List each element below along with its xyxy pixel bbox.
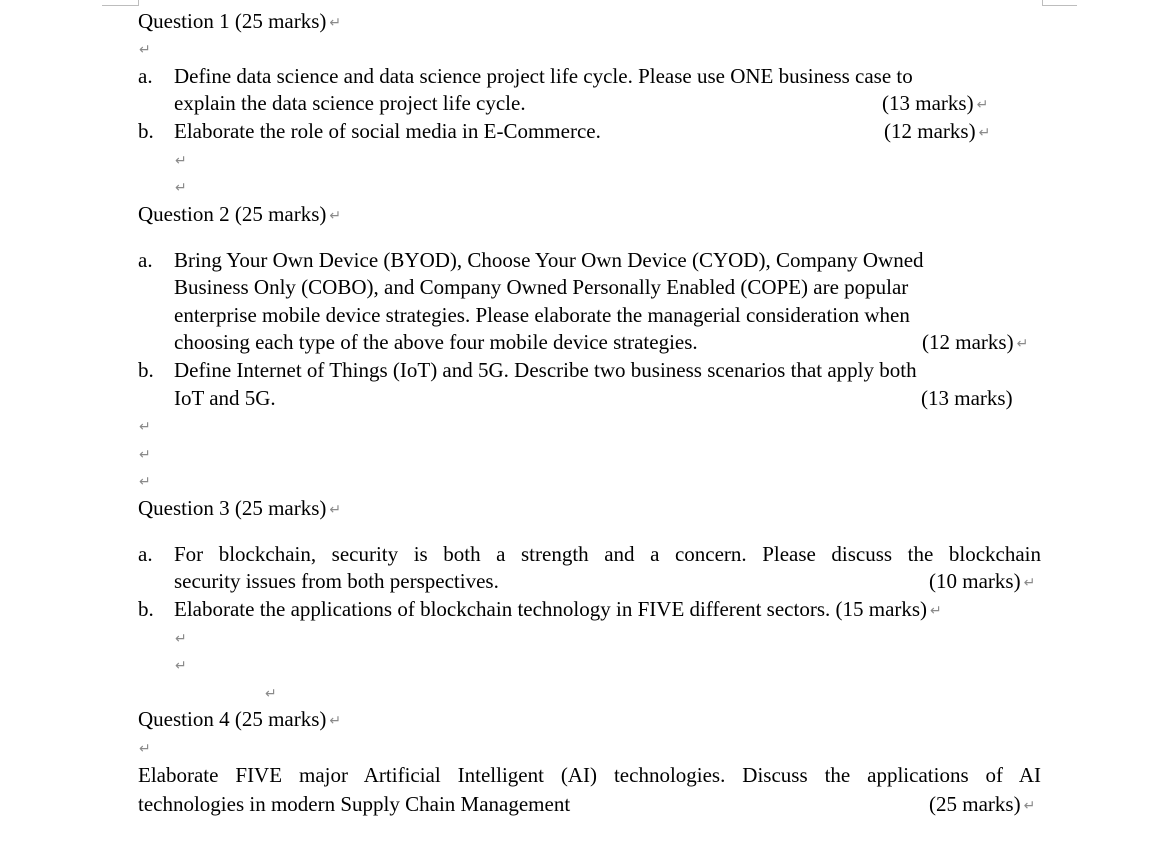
empty-paragraph bbox=[136, 734, 151, 763]
question-2-heading: Question 2 (25 marks) ↵ bbox=[138, 202, 342, 226]
q1-item-a-line1: Define data science and data science project life cycle. Please use ONE business case to bbox=[174, 64, 913, 88]
paragraph-mark-icon: ↵ bbox=[175, 180, 187, 196]
paragraph-mark-icon: ↵ bbox=[139, 42, 151, 58]
crop-mark-left bbox=[102, 0, 139, 6]
question-3-heading: Question 3 (25 marks) ↵ bbox=[138, 496, 342, 520]
q2-item-a-line1: Bring Your Own Device (BYOD), Choose Your Own Device (CYOD), Company Owned bbox=[174, 248, 924, 272]
paragraph-mark-icon: ↵ bbox=[329, 502, 342, 518]
paragraph-mark-icon: ↵ bbox=[139, 741, 151, 757]
empty-paragraph bbox=[172, 651, 187, 680]
q4-line1: Elaborate FIVE major Artificial Intelligent (AI) technologies. Discuss the applications of AI bbox=[138, 763, 1041, 787]
paragraph-mark-icon: ↵ bbox=[175, 153, 187, 169]
q2-item-b-marks: (13 marks) bbox=[921, 386, 1013, 410]
q1-item-b-text: Elaborate the role of social media in E-Commerce. bbox=[174, 119, 601, 143]
q3-item-a-line2: security issues from both perspectives. bbox=[174, 569, 499, 593]
q3-item-a-marks: (10 marks) ↵ bbox=[929, 569, 1036, 593]
paragraph-mark-icon: ↵ bbox=[175, 631, 187, 647]
q2-item-a-marks: (12 marks) ↵ bbox=[922, 330, 1029, 354]
empty-paragraph bbox=[136, 467, 151, 496]
paragraph-mark-icon: ↵ bbox=[265, 686, 277, 702]
empty-paragraph bbox=[172, 146, 187, 175]
q1-item-a-line2: explain the data science project life cycle. bbox=[174, 91, 526, 115]
paragraph-mark-icon: ↵ bbox=[1023, 798, 1036, 814]
q2-item-b-label: b. bbox=[138, 358, 154, 382]
paragraph-mark-icon: ↵ bbox=[329, 713, 342, 729]
paragraph-mark-icon: ↵ bbox=[978, 125, 991, 141]
paragraph-mark-icon: ↵ bbox=[1023, 575, 1036, 591]
q3-item-b-label: b. bbox=[138, 597, 154, 621]
q3-item-a-line1: For blockchain, security is both a strength and a concern. Please discuss the blockchain bbox=[174, 542, 1041, 566]
paragraph-mark-icon: ↵ bbox=[976, 97, 989, 113]
empty-paragraph bbox=[136, 35, 151, 64]
paragraph-mark-icon: ↵ bbox=[329, 208, 342, 224]
q2-item-a-line2: Business Only (COBO), and Company Owned Personally Enabled (COPE) are popular bbox=[174, 275, 909, 299]
paragraph-mark-icon: ↵ bbox=[175, 658, 187, 674]
q2-item-a-line4: choosing each type of the above four mobile device strategies. bbox=[174, 330, 698, 354]
q2-item-a-line3: enterprise mobile device strategies. Please elaborate the managerial consideration when bbox=[174, 303, 910, 327]
q2-item-b-line1: Define Internet of Things (IoT) and 5G. Describe two business scenarios that apply both bbox=[174, 358, 917, 382]
question-4-heading: Question 4 (25 marks) ↵ bbox=[138, 707, 342, 731]
q3-item-a-label: a. bbox=[138, 542, 153, 566]
question-1-heading: Question 1 (25 marks) ↵ bbox=[138, 9, 342, 33]
q1-item-a-label: a. bbox=[138, 64, 153, 88]
q2-item-b-line2: IoT and 5G. bbox=[174, 386, 276, 410]
empty-paragraph bbox=[136, 412, 151, 441]
empty-paragraph bbox=[136, 440, 151, 469]
empty-paragraph bbox=[262, 679, 277, 708]
paragraph-mark-icon: ↵ bbox=[139, 447, 151, 463]
paragraph-mark-icon: ↵ bbox=[1016, 336, 1029, 352]
crop-mark-right bbox=[1042, 0, 1077, 6]
paragraph-mark-icon: ↵ bbox=[139, 419, 151, 435]
q1-item-b-marks: (12 marks) ↵ bbox=[884, 119, 991, 143]
paragraph-mark-icon: ↵ bbox=[329, 15, 342, 31]
empty-paragraph bbox=[172, 624, 187, 653]
q1-item-a-marks: (13 marks) ↵ bbox=[882, 91, 989, 115]
q3-item-b-text: Elaborate the applications of blockchain technology in FIVE different sectors. (15 marks) ↵ bbox=[174, 597, 942, 621]
q2-item-a-label: a. bbox=[138, 248, 153, 272]
q4-marks: (25 marks) ↵ bbox=[929, 792, 1036, 816]
q4-line2: technologies in modern Supply Chain Management bbox=[138, 792, 571, 816]
paragraph-mark-icon: ↵ bbox=[139, 474, 151, 490]
paragraph-mark-icon: ↵ bbox=[930, 603, 942, 619]
empty-paragraph bbox=[172, 173, 187, 202]
q1-item-b-label: b. bbox=[138, 119, 154, 143]
